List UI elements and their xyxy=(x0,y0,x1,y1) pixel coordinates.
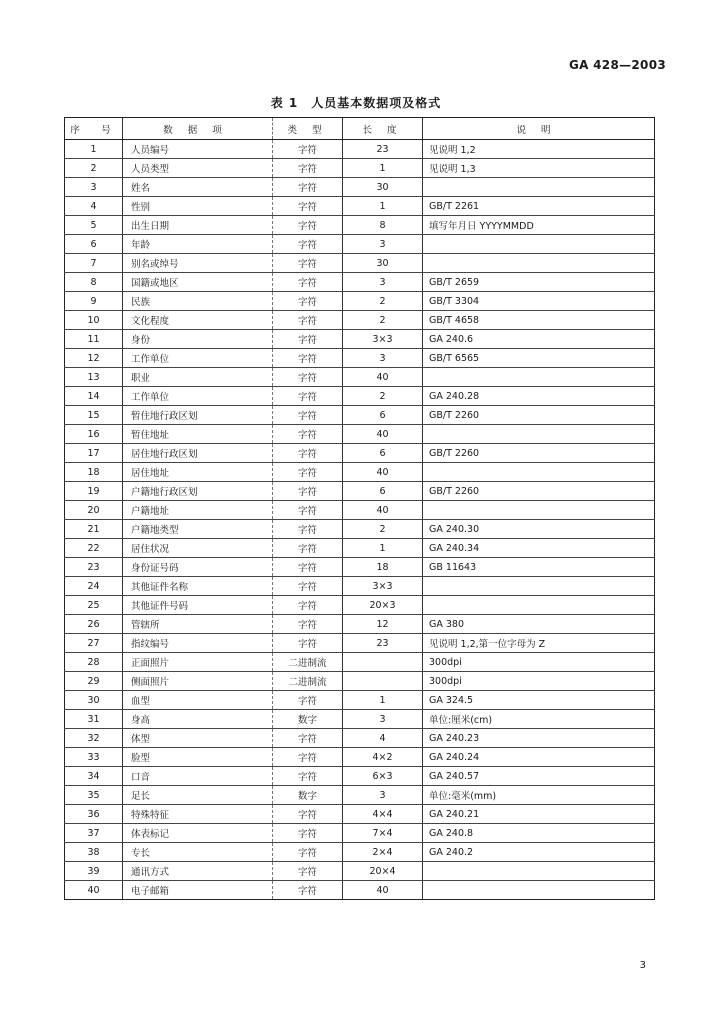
table-header-row xyxy=(65,118,655,140)
type-cell: 字符 xyxy=(273,425,343,444)
row-number-cell: 9 xyxy=(65,292,123,311)
table-row xyxy=(65,482,655,501)
row-number-cell: 34 xyxy=(65,767,123,786)
type-cell: 字符 xyxy=(273,501,343,520)
type-cell: 字符 xyxy=(273,748,343,767)
length-cell: 23 xyxy=(343,634,423,653)
row-number-cell: 4 xyxy=(65,197,123,216)
row-number-cell: 5 xyxy=(65,216,123,235)
column-header: 序 号 xyxy=(65,118,123,140)
row-number-cell: 25 xyxy=(65,596,123,615)
length-cell xyxy=(343,653,423,672)
data-item-cell: 暂住地行政区划 xyxy=(123,406,273,425)
description-cell: GA 240.34 xyxy=(423,539,655,558)
row-number-cell: 24 xyxy=(65,577,123,596)
type-cell: 字符 xyxy=(273,634,343,653)
length-cell: 6×3 xyxy=(343,767,423,786)
description-cell: 300dpi xyxy=(423,672,655,691)
table-row xyxy=(65,197,655,216)
data-item-cell: 年龄 xyxy=(123,235,273,254)
type-cell: 字符 xyxy=(273,178,343,197)
description-cell: GB/T 2261 xyxy=(423,197,655,216)
description-cell: 见说明 1,2,第一位字母为 Z xyxy=(423,634,655,653)
description-cell: 见说明 1,2 xyxy=(423,140,655,159)
length-cell: 3 xyxy=(343,273,423,292)
table-row xyxy=(65,387,655,406)
row-number-cell: 10 xyxy=(65,311,123,330)
data-item-cell: 专长 xyxy=(123,843,273,862)
table-row xyxy=(65,881,655,900)
row-number-cell: 7 xyxy=(65,254,123,273)
data-item-cell: 血型 xyxy=(123,691,273,710)
type-cell: 字符 xyxy=(273,824,343,843)
description-cell: GB/T 2659 xyxy=(423,273,655,292)
row-number-cell: 8 xyxy=(65,273,123,292)
data-item-cell: 民族 xyxy=(123,292,273,311)
description-cell: GA 240.8 xyxy=(423,824,655,843)
row-number-cell: 1 xyxy=(65,140,123,159)
type-cell: 字符 xyxy=(273,520,343,539)
length-cell: 2×4 xyxy=(343,843,423,862)
data-item-cell: 户籍地类型 xyxy=(123,520,273,539)
description-cell: GB/T 6565 xyxy=(423,349,655,368)
data-item-cell: 文化程度 xyxy=(123,311,273,330)
data-item-cell: 暂住地址 xyxy=(123,425,273,444)
row-number-cell: 31 xyxy=(65,710,123,729)
table-row xyxy=(65,691,655,710)
data-item-cell: 人员类型 xyxy=(123,159,273,178)
table-row xyxy=(65,463,655,482)
row-number-cell: 2 xyxy=(65,159,123,178)
length-cell: 40 xyxy=(343,463,423,482)
table-row xyxy=(65,786,655,805)
table-row xyxy=(65,330,655,349)
row-number-cell: 40 xyxy=(65,881,123,900)
data-item-cell: 居住地行政区划 xyxy=(123,444,273,463)
type-cell: 字符 xyxy=(273,767,343,786)
data-item-cell: 职业 xyxy=(123,368,273,387)
length-cell: 12 xyxy=(343,615,423,634)
data-item-cell: 别名或绰号 xyxy=(123,254,273,273)
description-cell: GB/T 2260 xyxy=(423,444,655,463)
type-cell: 字符 xyxy=(273,862,343,881)
description-cell: GA 240.24 xyxy=(423,748,655,767)
length-cell: 30 xyxy=(343,254,423,273)
length-cell: 3×3 xyxy=(343,577,423,596)
table-row xyxy=(65,596,655,615)
table-row xyxy=(65,178,655,197)
description-cell: 填写年月日 YYYYMMDD xyxy=(423,216,655,235)
table-row xyxy=(65,520,655,539)
description-cell xyxy=(423,235,655,254)
length-cell: 4×4 xyxy=(343,805,423,824)
table-row xyxy=(65,140,655,159)
length-cell: 6 xyxy=(343,406,423,425)
row-number-cell: 13 xyxy=(65,368,123,387)
data-item-cell: 户籍地行政区划 xyxy=(123,482,273,501)
type-cell: 字符 xyxy=(273,843,343,862)
data-item-cell: 性别 xyxy=(123,197,273,216)
table-row xyxy=(65,634,655,653)
length-cell: 1 xyxy=(343,539,423,558)
type-cell: 字符 xyxy=(273,406,343,425)
row-number-cell: 14 xyxy=(65,387,123,406)
row-number-cell: 17 xyxy=(65,444,123,463)
row-number-cell: 3 xyxy=(65,178,123,197)
table-row xyxy=(65,273,655,292)
table-row xyxy=(65,368,655,387)
length-cell: 40 xyxy=(343,368,423,387)
table-row xyxy=(65,216,655,235)
column-header: 说 明 xyxy=(423,118,655,140)
table-title: 表 1 人员基本数据项及格式 xyxy=(270,96,442,110)
data-item-cell: 通讯方式 xyxy=(123,862,273,881)
data-item-cell: 户籍地址 xyxy=(123,501,273,520)
data-item-cell: 居住状况 xyxy=(123,539,273,558)
table-row xyxy=(65,558,655,577)
row-number-cell: 29 xyxy=(65,672,123,691)
row-number-cell: 32 xyxy=(65,729,123,748)
description-cell: 300dpi xyxy=(423,653,655,672)
row-number-cell: 38 xyxy=(65,843,123,862)
length-cell: 4×2 xyxy=(343,748,423,767)
description-cell: 见说明 1,3 xyxy=(423,159,655,178)
length-cell: 3 xyxy=(343,349,423,368)
data-item-cell: 体型 xyxy=(123,729,273,748)
type-cell: 字符 xyxy=(273,805,343,824)
table-row xyxy=(65,748,655,767)
standard-number: GA 428—2003 xyxy=(568,58,666,72)
type-cell: 字符 xyxy=(273,349,343,368)
column-header: 类 型 xyxy=(273,118,343,140)
table-row xyxy=(65,349,655,368)
description-cell: GA 240.30 xyxy=(423,520,655,539)
length-cell xyxy=(343,672,423,691)
data-item-cell: 侧面照片 xyxy=(123,672,273,691)
table-row xyxy=(65,501,655,520)
description-cell xyxy=(423,862,655,881)
length-cell: 1 xyxy=(343,159,423,178)
row-number-cell: 15 xyxy=(65,406,123,425)
type-cell: 字符 xyxy=(273,596,343,615)
type-cell: 字符 xyxy=(273,482,343,501)
length-cell: 6 xyxy=(343,444,423,463)
description-cell: GA 240.21 xyxy=(423,805,655,824)
data-item-cell: 特殊特征 xyxy=(123,805,273,824)
length-cell: 8 xyxy=(343,216,423,235)
description-cell xyxy=(423,463,655,482)
table-row xyxy=(65,843,655,862)
table-row xyxy=(65,406,655,425)
data-item-cell: 人员编号 xyxy=(123,140,273,159)
description-cell xyxy=(423,425,655,444)
description-cell xyxy=(423,577,655,596)
type-cell: 字符 xyxy=(273,368,343,387)
table-row xyxy=(65,577,655,596)
data-item-cell: 工作单位 xyxy=(123,349,273,368)
length-cell: 3 xyxy=(343,235,423,254)
row-number-cell: 35 xyxy=(65,786,123,805)
row-number-cell: 12 xyxy=(65,349,123,368)
row-number-cell: 28 xyxy=(65,653,123,672)
table-row xyxy=(65,767,655,786)
row-number-cell: 23 xyxy=(65,558,123,577)
type-cell: 字符 xyxy=(273,140,343,159)
table-row xyxy=(65,672,655,691)
type-cell: 字符 xyxy=(273,159,343,178)
table-row xyxy=(65,653,655,672)
length-cell: 7×4 xyxy=(343,824,423,843)
length-cell: 18 xyxy=(343,558,423,577)
table-body xyxy=(65,140,655,900)
type-cell: 数字 xyxy=(273,710,343,729)
description-cell xyxy=(423,178,655,197)
data-item-cell: 脸型 xyxy=(123,748,273,767)
type-cell: 字符 xyxy=(273,729,343,748)
data-item-cell: 工作单位 xyxy=(123,387,273,406)
table-row xyxy=(65,425,655,444)
type-cell: 字符 xyxy=(273,311,343,330)
length-cell: 3 xyxy=(343,786,423,805)
table-row xyxy=(65,539,655,558)
description-cell: GB 11643 xyxy=(423,558,655,577)
description-cell: GA 240.23 xyxy=(423,729,655,748)
length-cell: 3 xyxy=(343,710,423,729)
length-cell: 40 xyxy=(343,501,423,520)
description-cell xyxy=(423,881,655,900)
data-item-cell: 指纹编号 xyxy=(123,634,273,653)
data-item-cell: 足长 xyxy=(123,786,273,805)
length-cell: 2 xyxy=(343,292,423,311)
row-number-cell: 36 xyxy=(65,805,123,824)
length-cell: 40 xyxy=(343,881,423,900)
description-cell: GB/T 4658 xyxy=(423,311,655,330)
length-cell: 2 xyxy=(343,387,423,406)
table-row xyxy=(65,254,655,273)
length-cell: 20×3 xyxy=(343,596,423,615)
row-number-cell: 6 xyxy=(65,235,123,254)
data-item-cell: 正面照片 xyxy=(123,653,273,672)
type-cell: 字符 xyxy=(273,615,343,634)
length-cell: 1 xyxy=(343,691,423,710)
description-cell: GB/T 2260 xyxy=(423,482,655,501)
description-cell: GA 380 xyxy=(423,615,655,634)
data-item-cell: 身高 xyxy=(123,710,273,729)
table-row xyxy=(65,824,655,843)
table-row xyxy=(65,159,655,178)
row-number-cell: 20 xyxy=(65,501,123,520)
data-item-cell: 身份证号码 xyxy=(123,558,273,577)
length-cell: 20×4 xyxy=(343,862,423,881)
table-row xyxy=(65,862,655,881)
description-cell xyxy=(423,596,655,615)
table-row xyxy=(65,805,655,824)
description-cell xyxy=(423,254,655,273)
length-cell: 30 xyxy=(343,178,423,197)
column-header: 数 据 项 xyxy=(123,118,273,140)
row-number-cell: 37 xyxy=(65,824,123,843)
type-cell: 字符 xyxy=(273,197,343,216)
length-cell: 6 xyxy=(343,482,423,501)
type-cell: 字符 xyxy=(273,691,343,710)
row-number-cell: 39 xyxy=(65,862,123,881)
description-cell xyxy=(423,368,655,387)
data-item-cell: 姓名 xyxy=(123,178,273,197)
data-items-table xyxy=(64,117,655,900)
table-row xyxy=(65,311,655,330)
description-cell: GA 240.28 xyxy=(423,387,655,406)
row-number-cell: 16 xyxy=(65,425,123,444)
description-cell: GA 240.6 xyxy=(423,330,655,349)
row-number-cell: 21 xyxy=(65,520,123,539)
description-cell: GB/T 3304 xyxy=(423,292,655,311)
row-number-cell: 33 xyxy=(65,748,123,767)
type-cell: 字符 xyxy=(273,387,343,406)
table-row xyxy=(65,444,655,463)
type-cell: 字符 xyxy=(273,254,343,273)
data-item-cell: 国籍或地区 xyxy=(123,273,273,292)
description-cell: GA 240.57 xyxy=(423,767,655,786)
data-item-cell: 体表标记 xyxy=(123,824,273,843)
row-number-cell: 22 xyxy=(65,539,123,558)
data-item-cell: 其他证件号码 xyxy=(123,596,273,615)
type-cell: 二进制流 xyxy=(273,672,343,691)
description-cell: GA 240.2 xyxy=(423,843,655,862)
description-cell: GA 324.5 xyxy=(423,691,655,710)
data-item-cell: 出生日期 xyxy=(123,216,273,235)
type-cell: 字符 xyxy=(273,577,343,596)
data-item-cell: 其他证件名称 xyxy=(123,577,273,596)
type-cell: 字符 xyxy=(273,330,343,349)
table-row xyxy=(65,292,655,311)
data-item-cell: 身份 xyxy=(123,330,273,349)
column-header: 长 度 xyxy=(343,118,423,140)
type-cell: 字符 xyxy=(273,444,343,463)
length-cell: 4 xyxy=(343,729,423,748)
table-row xyxy=(65,729,655,748)
type-cell: 字符 xyxy=(273,881,343,900)
type-cell: 字符 xyxy=(273,292,343,311)
description-cell: 单位:厘米(cm) xyxy=(423,710,655,729)
table-row xyxy=(65,235,655,254)
length-cell: 1 xyxy=(343,197,423,216)
type-cell: 字符 xyxy=(273,558,343,577)
length-cell: 2 xyxy=(343,520,423,539)
length-cell: 40 xyxy=(343,425,423,444)
type-cell: 字符 xyxy=(273,273,343,292)
table-row xyxy=(65,615,655,634)
length-cell: 3×3 xyxy=(343,330,423,349)
description-cell: GB/T 2260 xyxy=(423,406,655,425)
row-number-cell: 27 xyxy=(65,634,123,653)
table-row xyxy=(65,710,655,729)
data-item-cell: 居住地址 xyxy=(123,463,273,482)
description-cell xyxy=(423,501,655,520)
data-item-cell: 电子邮箱 xyxy=(123,881,273,900)
page-number: 3 xyxy=(639,960,646,971)
type-cell: 字符 xyxy=(273,463,343,482)
data-item-cell: 管辖所 xyxy=(123,615,273,634)
data-item-cell: 口音 xyxy=(123,767,273,786)
row-number-cell: 19 xyxy=(65,482,123,501)
type-cell: 字符 xyxy=(273,539,343,558)
type-cell: 字符 xyxy=(273,216,343,235)
length-cell: 2 xyxy=(343,311,423,330)
length-cell: 23 xyxy=(343,140,423,159)
type-cell: 数字 xyxy=(273,786,343,805)
row-number-cell: 11 xyxy=(65,330,123,349)
description-cell: 单位:毫米(mm) xyxy=(423,786,655,805)
row-number-cell: 18 xyxy=(65,463,123,482)
type-cell: 二进制流 xyxy=(273,653,343,672)
row-number-cell: 26 xyxy=(65,615,123,634)
row-number-cell: 30 xyxy=(65,691,123,710)
type-cell: 字符 xyxy=(273,235,343,254)
